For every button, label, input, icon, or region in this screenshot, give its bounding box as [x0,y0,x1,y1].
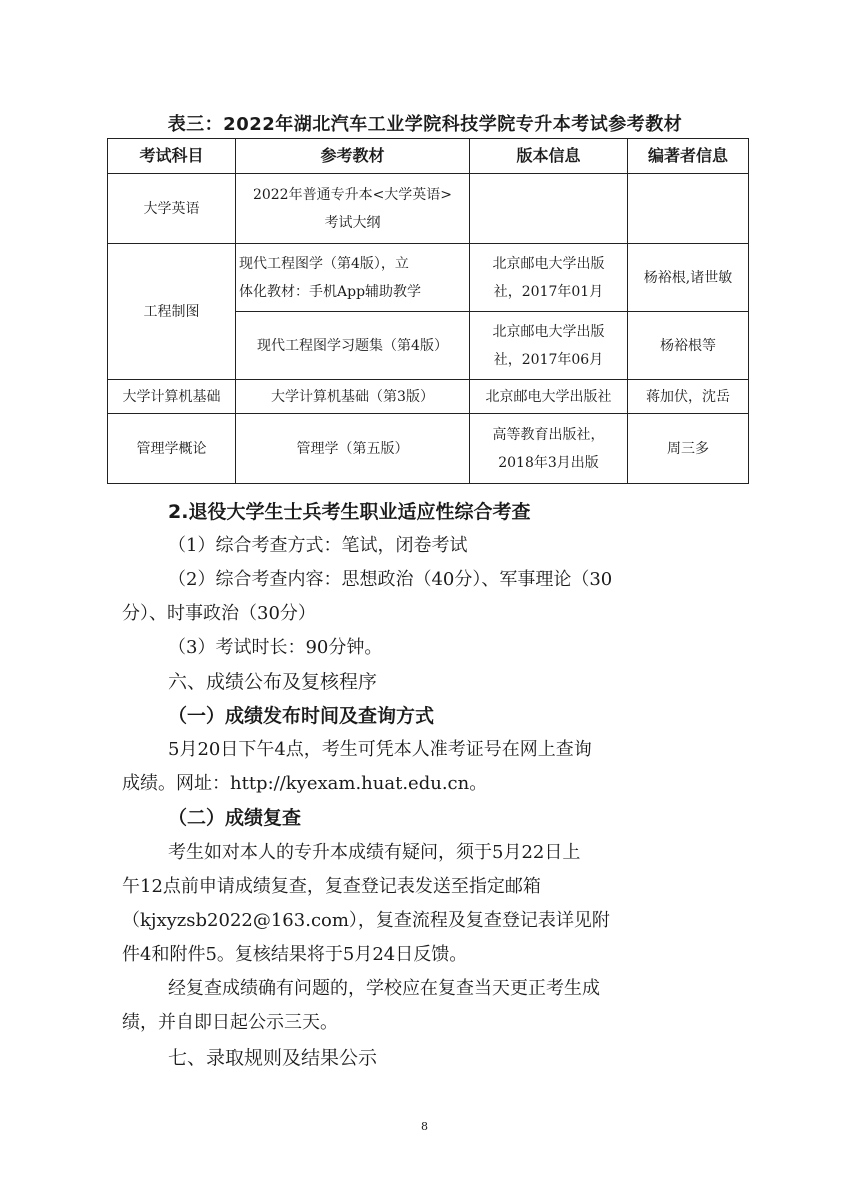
table-title: 表三：2022年湖北汽车工业学院科技学院专升本考试参考教材 [167,114,683,135]
body-paragraph: 经复查成绩确有问题的，学校应在复查当天更正考生成 [168,978,600,999]
header-textbook: 参考教材 [236,139,470,174]
table-header-row [108,139,749,174]
author-cell: 杨裕根,诸世敏 [628,244,749,312]
body-paragraph: （kjxyzsb2022@163.com），复查流程及复查登记表详见附 [122,910,610,931]
textbook-cell [236,244,470,312]
subject-cell: 管理学概论 [108,414,236,484]
section-7-heading: 七、录取规则及结果公示 [168,1047,378,1069]
edition-line: 高等教育出版社， [492,426,605,443]
edition-cell: 北京邮电大学出版社 [470,380,628,414]
body-paragraph: （1）综合考查方式：笔试，闭卷考试 [168,535,468,556]
table-row [108,414,749,484]
section-2-heading: 2.退役大学生士兵考生职业适应性综合考查 [168,501,531,523]
author-cell: 蒋加伏，沈岳 [628,380,749,414]
body-paragraph: （3）考试时长：90分钟。 [168,637,383,658]
subject-cell: 大学计算机基础 [108,380,236,414]
textbook-cell: 大学计算机基础（第3版） [236,380,470,414]
textbook-cell: 管理学（第五版） [236,414,470,484]
textbook-line: 体化教材：手机App辅助教学 [239,283,422,300]
body-paragraph: 考生如对本人的专升本成绩有疑问，须于5月22日上 [168,842,581,863]
textbook-cell [236,174,470,244]
subsection-2-heading: （二）成绩复查 [168,807,302,829]
table-row [108,380,749,414]
textbook-line: 考试大纲 [324,214,381,231]
page-number: 8 [421,1120,428,1133]
table-row [108,174,749,244]
author-cell [628,174,749,244]
edition-line: 社，2017年01月 [493,283,604,300]
textbook-line: 现代工程图学（第4版），立 [239,255,409,272]
header-author: 编著者信息 [628,139,749,174]
edition-cell [470,414,628,484]
table-row [108,244,749,312]
edition-line: 北京邮电大学出版 [492,323,605,340]
body-paragraph: 绩，并自即日起公示三天。 [122,1012,338,1033]
edition-line: 社，2017年06月 [493,351,604,368]
edition-line: 北京邮电大学出版 [492,255,605,272]
body-paragraph: 5月20日下午4点，考生可凭本人准考证号在网上查询 [168,739,592,760]
edition-cell [470,244,628,312]
edition-line: 2018年3月出版 [498,454,599,471]
body-paragraph: 分）、时事政治（30分） [122,603,316,624]
header-subject: 考试科目 [108,139,236,174]
author-cell: 杨裕根等 [628,312,749,380]
subject-cell: 工程制图 [108,244,236,380]
reference-textbook-table [107,138,749,484]
body-paragraph: 午12点前申请成绩复查，复查登记表发送至指定邮箱 [122,876,541,897]
textbook-cell: 现代工程图学习题集（第4版） [236,312,470,380]
body-paragraph: （2）综合考查内容：思想政治（40分）、军事理论（30 [168,569,613,590]
body-paragraph: 件4和附件5。复核结果将于5月24日反馈。 [122,944,468,965]
textbook-line: 2022年普通专升本<大学英语> [252,186,453,203]
body-paragraph: 成绩。网址：http://kyexam.huat.edu.cn。 [122,773,488,794]
edition-cell [470,174,628,244]
edition-cell [470,312,628,380]
author-cell: 周三多 [628,414,749,484]
section-6-heading: 六、成绩公布及复核程序 [168,671,378,693]
header-edition: 版本信息 [470,139,628,174]
subject-cell: 大学英语 [108,174,236,244]
subsection-1-heading: （一）成绩发布时间及查询方式 [168,705,435,727]
